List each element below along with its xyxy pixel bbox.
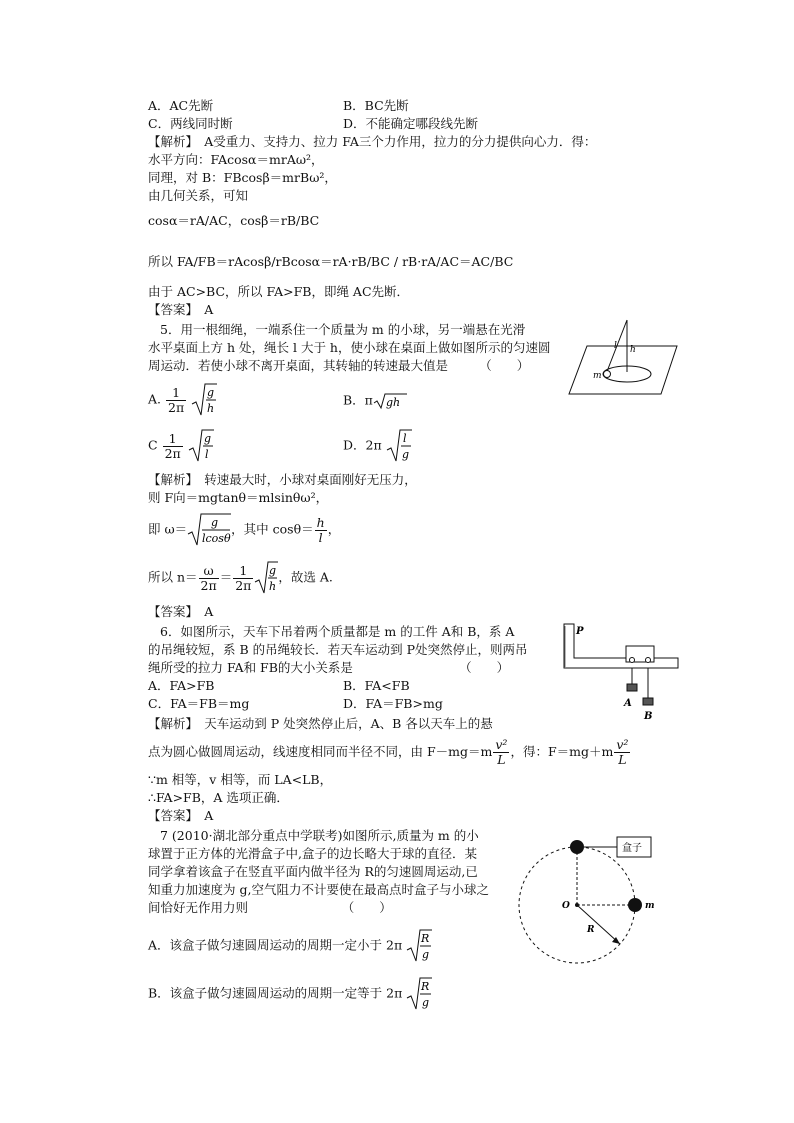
- svg-text:gh: gh: [385, 396, 401, 409]
- q4-option-d: D．不能确定哪段线先断: [343, 116, 479, 131]
- q5-analysis-1: 【解析】 转速最大时，小球对桌面刚好无压力，: [148, 472, 417, 487]
- q6-option-d: D．FA＝FB>mg: [343, 696, 443, 711]
- q7-stem-5: 间恰好无作用力则 （ ）: [148, 900, 392, 915]
- sqrt-symbol: [191, 382, 217, 418]
- svg-text:g: g: [401, 448, 409, 461]
- q6-option-c: C．FA＝FB＝mg: [148, 696, 250, 711]
- q7-option-a-label: A．该盒子做匀速圆周运动的周期一定小于 2π: [148, 937, 403, 953]
- q5-answer: 【答案】 A: [148, 604, 214, 619]
- q5-option-d-label: D．2π: [343, 437, 382, 453]
- q5-analysis-3-a: 即 ω＝: [148, 521, 188, 537]
- q5-stem-2: 水平桌面上方 h 处，绳长 l 大于 h，使小球在桌面上做如图所示的匀速圆: [148, 340, 551, 355]
- label-box: 盒子: [622, 843, 642, 854]
- q5-option-c-label: C: [148, 437, 158, 453]
- q6-option-a: A．FA>FB: [148, 678, 215, 693]
- svg-text:l: l: [204, 448, 209, 461]
- q6-stem-3: 绳所受的拉力 FA和 FB的大小关系是 （ ）: [148, 660, 510, 675]
- q4-line-3: 由几何关系，可知: [148, 188, 249, 203]
- q6-analysis-4: ∴FA>FB，A 选项正确．: [148, 790, 289, 805]
- q4-answer: 【答案】 A: [148, 302, 214, 317]
- q5-option-a-label: A.: [148, 391, 162, 407]
- q5-option-a: [148, 382, 217, 418]
- svg-text:l: l: [402, 432, 407, 445]
- svg-text:g: g: [203, 432, 211, 445]
- label-r: R: [587, 925, 595, 935]
- svg-text:g: g: [207, 386, 215, 399]
- q4-line-4: cosα＝rA/AC，cosβ＝rB/BC: [148, 213, 320, 228]
- q6-stem-2: 的吊绳较短，系 B 的吊绳较长．若天车运动到 P处突然停止，则两吊: [148, 642, 528, 657]
- q4-line-1: 水平方向：FAcosα＝mrAω²，: [148, 152, 324, 167]
- label-m: m: [593, 371, 602, 381]
- q5-option-b-label: B．π: [343, 392, 373, 408]
- label-o: O: [562, 901, 570, 911]
- q7-stem-3: 同学拿着该盒子在竖直平面内做半径为 R的匀速圆周运动,已: [148, 864, 478, 879]
- svg-text:R: R: [421, 932, 430, 945]
- q4-line-5: 所以 FA/FB＝rAcosβ/rBcosα＝rA·rB/BC / rB·rA/AC＝AC/BC: [148, 254, 514, 269]
- q5-stem-1: 5．用一根细绳，一端系住一个质量为 m 的小球，另一端悬在光滑: [160, 322, 526, 337]
- sqrt-symbol: [386, 428, 412, 464]
- q5-analysis-4: 所以 n＝ $\frac{\omega}{2\pi}$ ＝ $\frac{1}{2\pi}$ g h ，故选 A.: [148, 562, 333, 593]
- q7-option-b: [148, 976, 432, 1012]
- svg-text:h: h: [269, 580, 277, 593]
- q6-analysis-2-b: ，得：F＝mg＋m: [510, 744, 614, 759]
- q4-option-b: B．BC先断: [343, 98, 409, 113]
- q5-analysis-3-b: ，其中 cosθ＝: [231, 521, 314, 537]
- q4-analysis: 【解析】 A受重力、支持力、拉力 FA三个力作用，拉力的分力提供向心力．得：: [148, 134, 597, 149]
- sqrt-symbol: [188, 428, 214, 464]
- svg-text:g: g: [422, 996, 430, 1009]
- q5-option-c: [148, 428, 214, 464]
- q5-analysis-4-a: 所以 n＝: [148, 569, 198, 585]
- q5-figure-conical-pendulum: [565, 318, 681, 398]
- q6-stem-1: 6．如图所示，天车下吊着两个质量都是 m 的工件 A和 B，系 A: [160, 624, 515, 639]
- q7-option-a: [148, 928, 432, 964]
- q7-stem-2: 球置于正方体的光滑盒子中,盒子的边长略大于球的直径．某: [148, 846, 477, 861]
- q7-figure-circular-motion: [512, 832, 682, 994]
- q7-stem-1: 7 (2010·湖北部分重点中学联考)如图所示,质量为 m 的小: [160, 828, 479, 843]
- q6-answer: 【答案】 A: [148, 808, 214, 823]
- q6-analysis-2-a: 点为圆心做圆周运动，线速度相同而半径不同，由 F－mg＝m: [148, 744, 493, 759]
- q6-option-b: B．FA<FB: [343, 678, 410, 693]
- svg-text:g: g: [211, 516, 219, 529]
- svg-text:g: g: [422, 948, 430, 961]
- q5-analysis-2: 则 F向＝mgtanθ＝mlsinθω²，: [148, 490, 329, 505]
- q7-option-b-label: B．该盒子做匀速圆周运动的周期一定等于 2π: [148, 985, 403, 1001]
- fraction: $\frac{1}{2\pi}$: [168, 384, 185, 415]
- q6-analysis-2: 点为圆心做圆周运动，线速度相同而半径不同，由 F－mg＝m $\frac{\text{v²}}{L}$ ，得：F＝mg＋m $\frac{\text{v²}}{L}$: [148, 737, 629, 767]
- q5-option-d: [343, 428, 412, 464]
- svg-text:lcosθ: lcosθ: [202, 532, 231, 545]
- q6-analysis-3: ∵m 相等，v 相等，而 LA<LB，: [148, 772, 333, 787]
- q4-option-a: A．AC先断: [148, 98, 214, 113]
- svg-text:h: h: [207, 402, 215, 415]
- label-h: h: [630, 345, 636, 355]
- q5-analysis-4-b: ，故选 A.: [278, 569, 333, 585]
- q5-stem-3: 周运动．若使小球不离开桌面，其转轴的转速最大值是 （ ）: [148, 358, 530, 373]
- label-b: B: [644, 711, 653, 722]
- q7-stem-4: 知重力加速度为 g,空气阻力不计要使在最高点时盒子与小球之: [148, 882, 489, 897]
- fraction: $\frac{1}{2\pi}$: [164, 430, 181, 461]
- label-m: m: [645, 901, 655, 911]
- label-l: l: [614, 341, 617, 351]
- q5-option-b: [343, 392, 407, 410]
- label-p: P: [576, 626, 584, 637]
- q4-line-6: 由于 AC>BC，所以 FA>FB，即绳 AC先断．: [148, 284, 410, 299]
- q6-figure-crane: [556, 618, 681, 723]
- q6-analysis-1: 【解析】 天车运动到 P 处突然停止后，A、B 各以天车上的悬: [148, 716, 493, 731]
- label-a: A: [624, 698, 632, 709]
- q5-analysis-3: 即 ω＝ g lcosθ ，其中 cosθ＝ $\frac{h}{l}$ ，: [148, 514, 341, 545]
- q4-option-c: C．两线同时断: [148, 116, 233, 131]
- svg-text:g: g: [269, 564, 277, 577]
- q4-line-2: 同理，对 B：FBcosβ＝mrBω²，: [148, 170, 337, 185]
- svg-text:R: R: [421, 980, 430, 993]
